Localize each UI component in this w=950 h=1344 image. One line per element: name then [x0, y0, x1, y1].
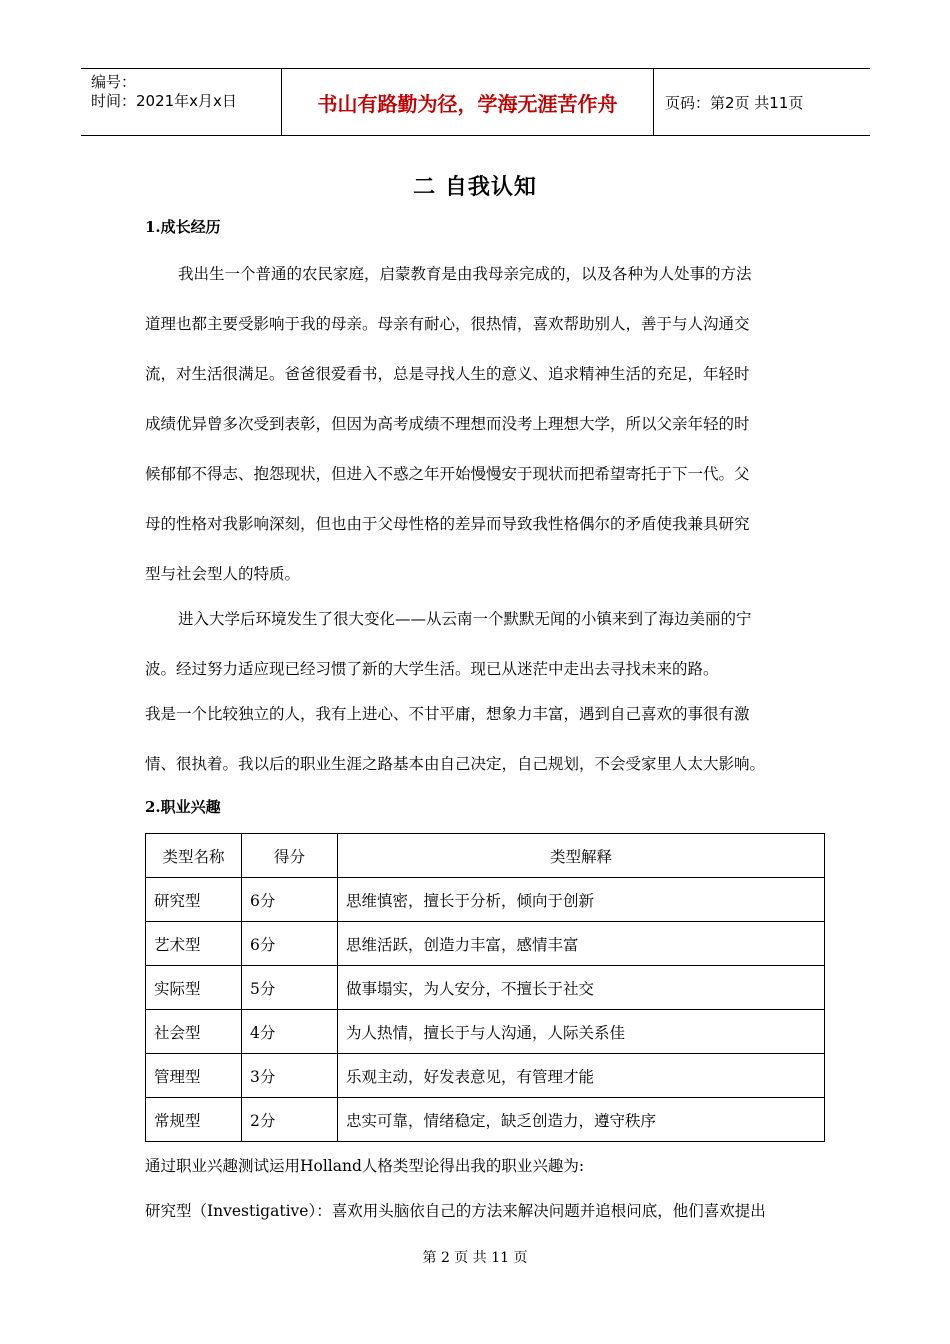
- header-motto: 书山有路勤为径，学海无涯苦作舟: [317, 91, 618, 116]
- number-label: 编号：: [91, 73, 137, 91]
- desc-cell: 思维活跃，创造力丰富，感情丰富: [338, 922, 825, 966]
- score-cell: 4分: [242, 1010, 338, 1054]
- text-line: 我是一个比较独立的人，我有上进心、不甘平庸，想象力丰富，遇到自己喜欢的事很有激: [145, 705, 750, 723]
- text-line: 型与社会型人的特质。: [145, 565, 301, 583]
- column-header: 得分: [242, 834, 338, 878]
- score-cell: 3分: [242, 1054, 338, 1098]
- text-line: 我出生一个普通的农民家庭，启蒙教育是由我母亲完成的，以及各种为人处事的方法: [178, 265, 752, 283]
- text-line: 研究型（Investigative）：喜欢用头脑依自己的方法来解决问题并追根问底，他们喜欢提出: [145, 1202, 766, 1220]
- score-cell: 2分: [242, 1098, 338, 1142]
- type-cell: 常规型: [146, 1098, 242, 1142]
- section-heading-growth: 1.成长经历: [145, 218, 221, 236]
- text-line: 道理也都主要受影响于我的母亲。母亲有耐心，很热情，喜欢帮助别人，善于与人沟通交: [145, 315, 750, 333]
- score-cell: 5分: [242, 966, 338, 1010]
- table-header-row: [146, 834, 825, 878]
- text-line: 母的性格对我影响深刻，但也由于父母性格的差异而导致我性格偶尔的矛盾使我兼具研究: [145, 515, 750, 533]
- table-row: [146, 1054, 825, 1098]
- header-meta: [91, 73, 237, 111]
- type-cell: 艺术型: [146, 922, 242, 966]
- text-line: 波。经过努力适应现已经习惯了新的大学生活。现已从迷茫中走出去寻找未来的路。: [145, 660, 719, 678]
- text-line: 情、很执着。我以后的职业生涯之路基本由自己决定，自己规划，不会受家里人太大影响。: [145, 755, 766, 773]
- header-divider: [653, 69, 654, 135]
- type-cell: 社会型: [146, 1010, 242, 1054]
- page-title: 二 自我认知: [413, 175, 537, 200]
- section-heading-interest: 2.职业兴趣: [145, 798, 221, 816]
- type-cell: 研究型: [146, 878, 242, 922]
- table-row: [146, 922, 825, 966]
- text-line: 候郁郁不得志、抱怨现状，但进入不惑之年开始慢慢安于现状而把希望寄托于下一代。父: [145, 465, 750, 483]
- desc-cell: 思维慎密，擅长于分析，倾向于创新: [338, 878, 825, 922]
- desc-cell: 忠实可靠，情绪稳定，缺乏创造力，遵守秩序: [338, 1098, 825, 1142]
- text-line: 成绩优异曾多次受到表彰，但因为高考成绩不理想而没考上理想大学，所以父亲年轻的时: [145, 415, 750, 433]
- type-cell: 实际型: [146, 966, 242, 1010]
- score-cell: 6分: [242, 878, 338, 922]
- column-header: 类型名称: [146, 834, 242, 878]
- text-line: 通过职业兴趣测试运用Holland人格类型论得出我的职业兴趣为:: [145, 1157, 585, 1175]
- desc-cell: 为人热情，擅长于与人沟通，人际关系佳: [338, 1010, 825, 1054]
- desc-cell: 做事塌实，为人安分，不擅长于社交: [338, 966, 825, 1010]
- table-row: [146, 1098, 825, 1142]
- desc-cell: 乐观主动，好发表意见，有管理才能: [338, 1054, 825, 1098]
- score-cell: 6分: [242, 922, 338, 966]
- table-row: [146, 878, 825, 922]
- table-row: [146, 966, 825, 1010]
- document-header: [81, 68, 870, 136]
- text-line: 流，对生活很满足。爸爸很爱看书，总是寻找人生的意义、追求精神生活的充足，年轻时: [145, 365, 750, 383]
- time-label: 时间：2021年x月x日: [91, 92, 237, 110]
- interest-table: [145, 833, 825, 1142]
- column-header: 类型解释: [338, 834, 825, 878]
- table-row: [146, 1010, 825, 1054]
- text-line: 进入大学后环境发生了很大变化——从云南一个默默无闻的小镇来到了海边美丽的宁: [178, 610, 752, 628]
- page-footer: 第 2 页 共 11 页: [422, 1250, 528, 1266]
- header-page-info: 页码：第2页 共11页: [665, 93, 804, 112]
- type-cell: 管理型: [146, 1054, 242, 1098]
